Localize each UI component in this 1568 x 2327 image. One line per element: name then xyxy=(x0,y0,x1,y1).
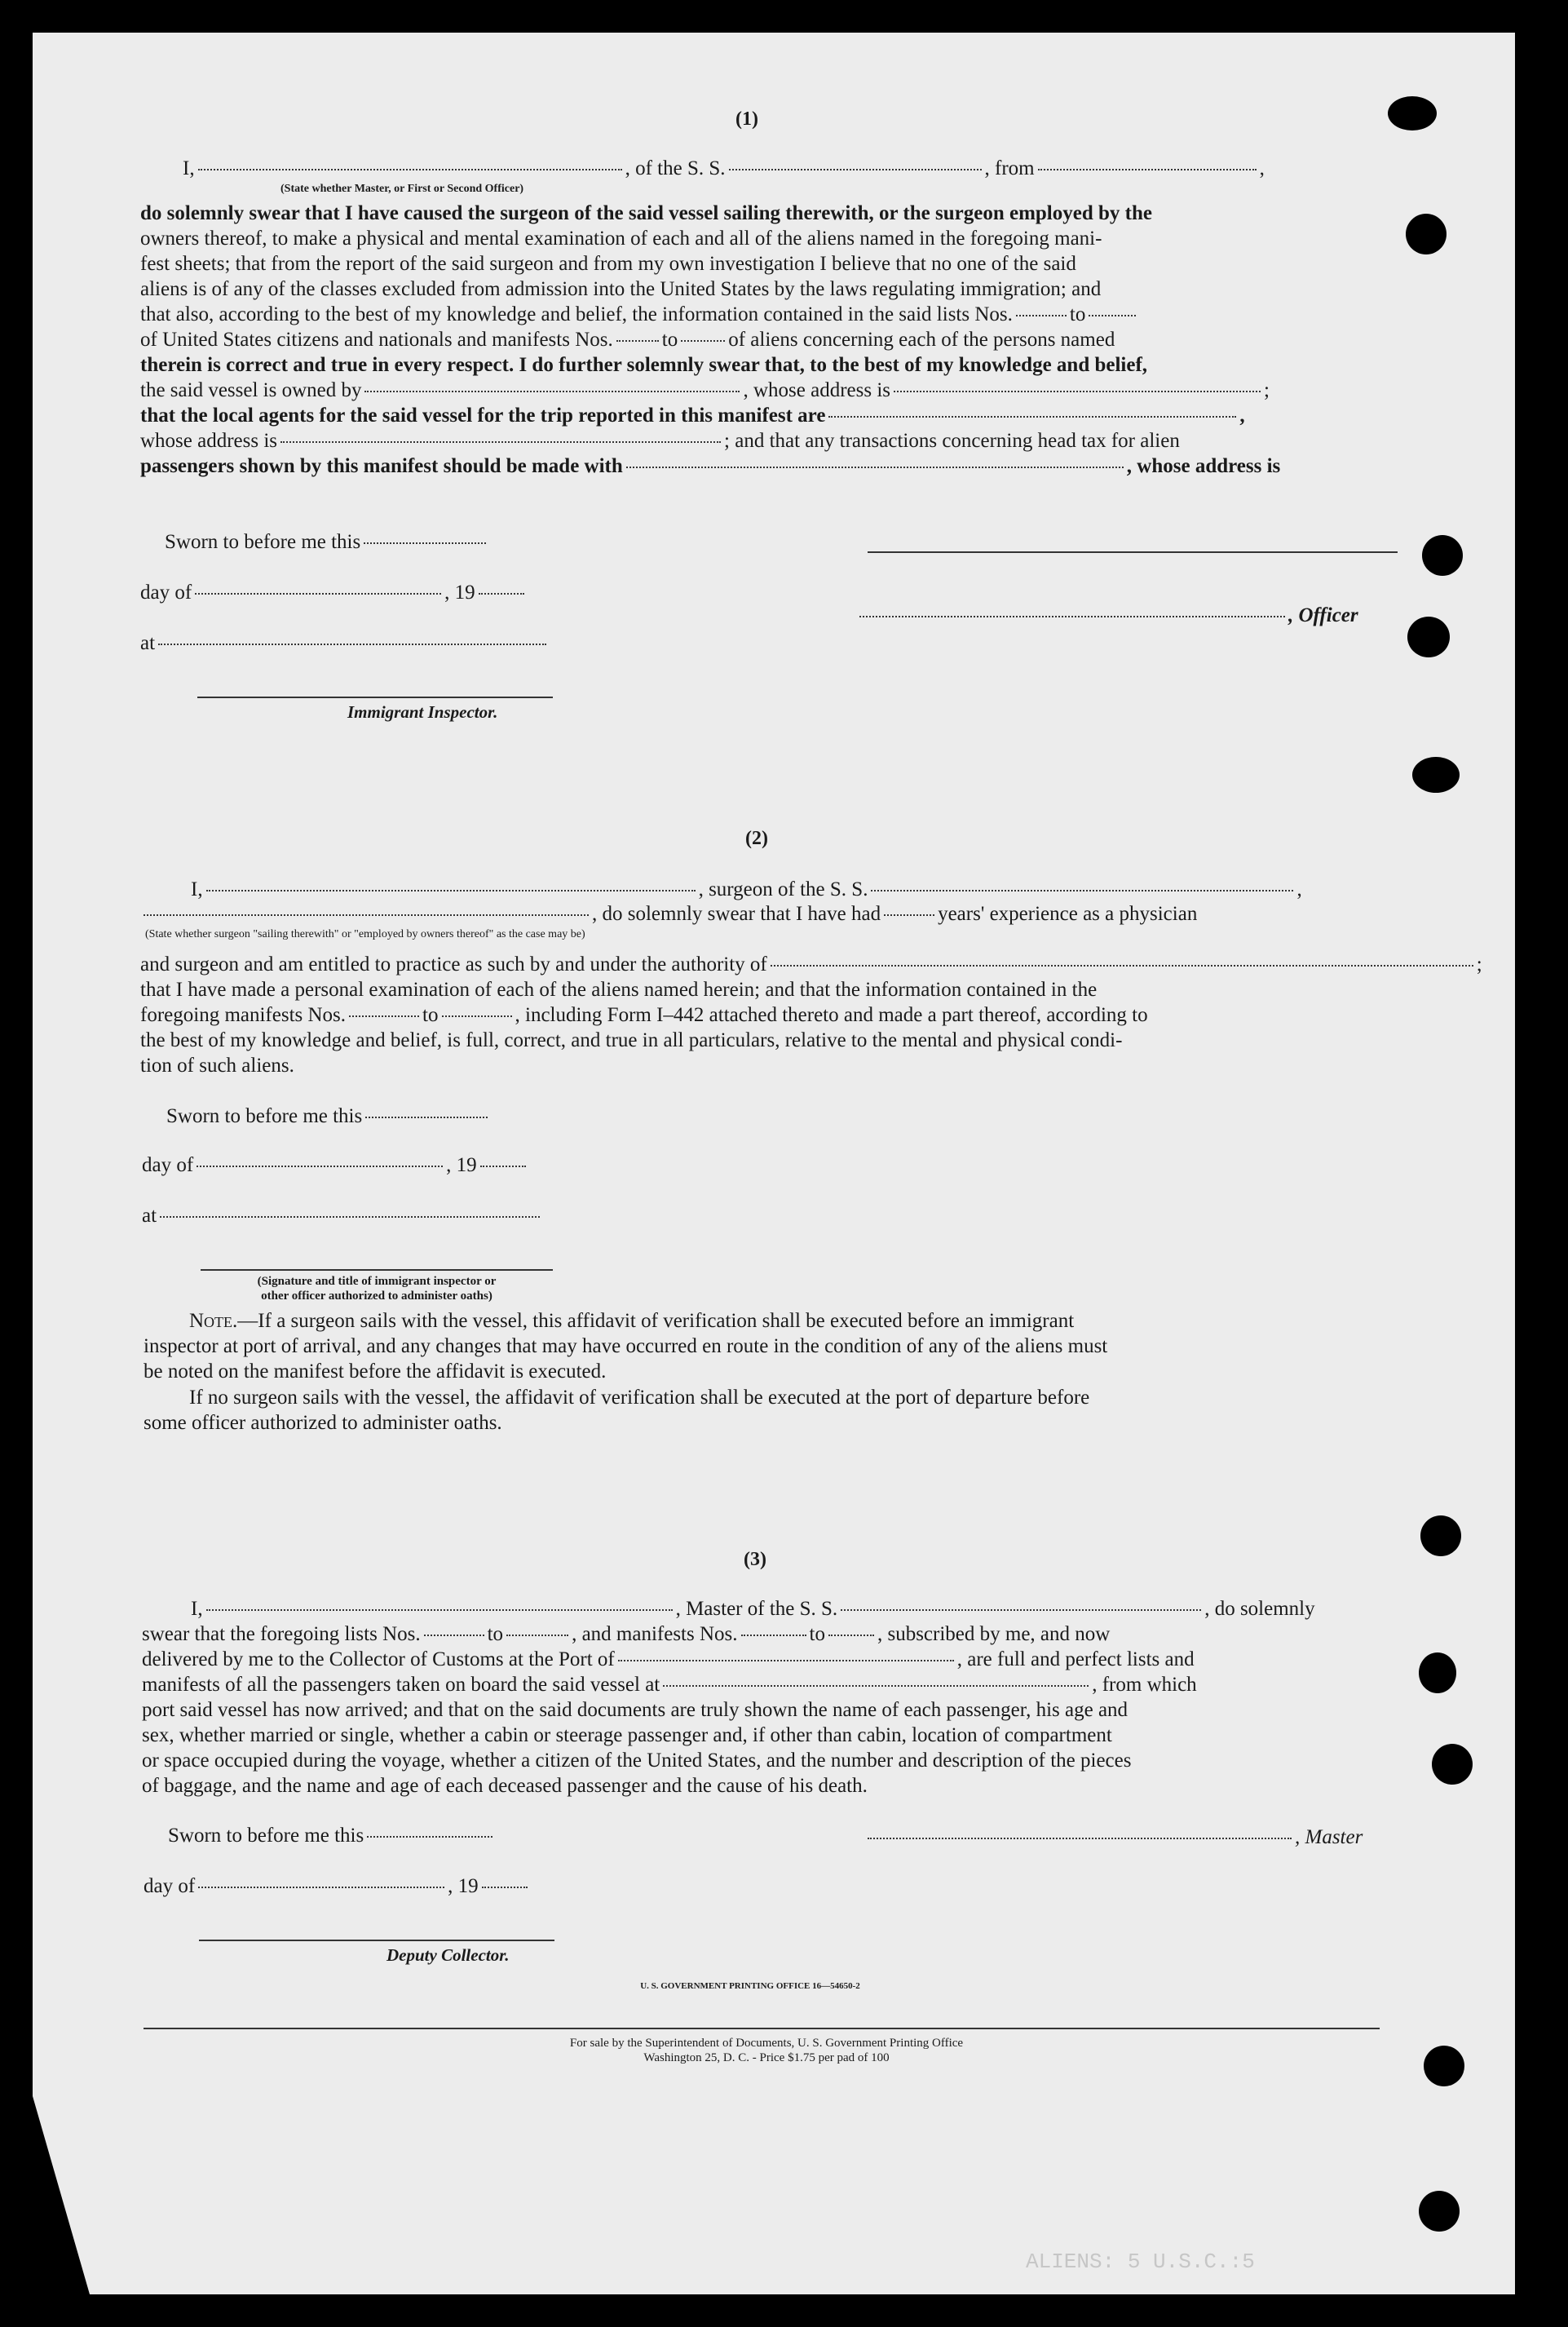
section-2-note-line: inspector at port of arrival, and any changes that may have occurred en route in the condition of any of the aliens must xyxy=(144,1335,1108,1357)
gpo-imprint: U. S. GOVERNMENT PRINTING OFFICE 16—54650-2 xyxy=(640,1981,860,1991)
binder-hole xyxy=(1412,757,1460,793)
lists-from-field[interactable] xyxy=(1016,315,1067,316)
master-signature-field[interactable] xyxy=(868,1838,1292,1839)
owner-field[interactable] xyxy=(364,391,740,392)
signature-caption-line: other officer authorized to administer oaths) xyxy=(261,1290,492,1303)
section-1-lists-line: that also, according to the best of my knowledge and belief, the information contained in the said lists Nos. to xyxy=(140,303,1139,327)
section-1-agents-line: that the local agents for the said vessel for the trip reported in this manifest are , xyxy=(140,405,1245,427)
section-3-body-line: or space occupied during the voyage, whether a citizen of the United States, and the number and description of the pieces xyxy=(142,1750,1132,1772)
authority-field[interactable] xyxy=(771,965,1473,967)
footer-rule xyxy=(144,2028,1380,2029)
section-2-at: at xyxy=(142,1204,543,1228)
agents-address-field[interactable] xyxy=(280,441,721,443)
section-2-swear-line: , do solemnly swear that I have had years' experience as a physician xyxy=(140,902,1197,927)
officer-caption: (State whether Master, or First or Second Officer) xyxy=(280,183,524,195)
vessel-name-field[interactable] xyxy=(729,169,982,170)
section-1-para-line: aliens is of any of the classes excluded from admission into the United States by the laws regulating immigration; and xyxy=(140,278,1102,300)
section-1-officer-signature: , Officer xyxy=(856,604,1358,628)
surgeon-day-field[interactable] xyxy=(197,1166,443,1167)
binder-hole xyxy=(1420,1515,1461,1556)
section-2-note-line: be noted on the manifest before the affidavit is executed. xyxy=(144,1360,607,1382)
section-1-day-of: day of , 19 xyxy=(140,581,528,605)
section-2-best-of-line: the best of my knowledge and belief, is full, correct, and true in all particulars, relative to the mental and physical condi- xyxy=(140,1029,1123,1051)
section-3-sworn: Sworn to before me this xyxy=(168,1824,496,1848)
section-3-manifests-line: manifests of all the passengers taken on board the said vessel at , from which xyxy=(142,1674,1197,1696)
section-1-address-line: whose address is ; and that any transactions concerning head tax for alien xyxy=(140,430,1180,452)
day-field[interactable] xyxy=(195,593,441,595)
surgeon-inspector-signature-line xyxy=(201,1269,553,1271)
binder-hole xyxy=(1422,535,1463,576)
section-3-number: (3) xyxy=(744,1549,766,1570)
section-2-examination-line: that I have made a personal examination of each of the aliens named herein; and that the information contained in the xyxy=(140,979,1098,1001)
master-lists-from-field[interactable] xyxy=(424,1635,484,1636)
section-2-authority-line: and surgeon and am entitled to practice as such by and under the authority of ; xyxy=(140,953,1482,975)
section-2-sworn: Sworn to before me this xyxy=(166,1104,491,1129)
officer-signature-field[interactable] xyxy=(859,616,1285,617)
section-1-para-line: fest sheets; that from the report of the said surgeon and from my own investigation I believe that no one of the said xyxy=(140,253,1076,275)
binder-hole xyxy=(1419,2191,1460,2232)
master-manifests-to-field[interactable] xyxy=(828,1635,874,1636)
year-field[interactable] xyxy=(479,593,524,595)
signature-caption-line: (Signature and title of immigrant inspector or xyxy=(257,1275,497,1288)
sale-notice-line: For sale by the Superintendent of Documents, U. S. Government Printing Office xyxy=(569,2037,964,2050)
manifests-to-field[interactable] xyxy=(681,340,725,342)
sworn-date-field[interactable] xyxy=(364,542,486,544)
agents-field[interactable] xyxy=(828,416,1236,418)
section-2-no-surgeon-line: If no surgeon sails with the vessel, the affidavit of verification shall be executed at the port of departure before xyxy=(189,1387,1090,1409)
surgeon-manifests-from-field[interactable] xyxy=(349,1015,419,1017)
surgeon-name-field[interactable] xyxy=(206,890,696,891)
section-3-body-line: of baggage, and the name and age of each deceased passenger and the cause of his death. xyxy=(142,1775,868,1797)
surgeon-at-place-field[interactable] xyxy=(160,1216,540,1218)
officer-name-field[interactable] xyxy=(198,169,622,170)
immigrant-inspector-label: Immigrant Inspector. xyxy=(347,702,498,722)
section-2-surgeon-line: I, , surgeon of the S. S. , xyxy=(191,878,1302,900)
inspector-signature-line xyxy=(197,697,553,698)
surgeon-manifests-to-field[interactable] xyxy=(442,1015,512,1017)
section-1-at: at xyxy=(140,631,550,656)
binder-hole xyxy=(1419,1652,1456,1693)
section-3-day-of: day of , 19 xyxy=(144,1874,531,1899)
section-1-para-line: owners thereof, to make a physical and mental examination of each and all of the aliens named in the foregoing mani- xyxy=(140,228,1102,250)
section-3-swear-line: swear that the foregoing lists Nos. to , and manifests Nos. to , subscribed by me, and now xyxy=(142,1623,1111,1645)
section-1-owned-line: the said vessel is owned by , whose address is ; xyxy=(140,379,1270,401)
master-vessel-field[interactable] xyxy=(841,1609,1201,1611)
section-3-body-line: port said vessel has now arrived; and that on the said documents are truly shown the name of each passenger, his age and xyxy=(142,1699,1129,1721)
surgeon-year-field[interactable] xyxy=(480,1166,526,1167)
binder-hole xyxy=(1406,214,1447,254)
section-2-no-surgeon-line: some officer authorized to administer oaths. xyxy=(144,1412,502,1434)
owner-address-field[interactable] xyxy=(894,391,1261,392)
years-experience-field[interactable] xyxy=(884,914,934,916)
bleed-through-text: ALIENS: 5 U.S.C.:5 xyxy=(1026,2250,1255,2274)
section-1-therein-line: therein is correct and true in every respect. I do further solemnly swear that, to the best of my knowledge and belief, xyxy=(140,354,1148,376)
manifests-from-field[interactable] xyxy=(616,340,659,342)
section-1-sworn: Sworn to before me this xyxy=(165,530,489,555)
section-2-number: (2) xyxy=(745,828,768,849)
section-2-such-aliens-line: tion of such aliens. xyxy=(140,1055,294,1077)
section-3-master-signature: , Master xyxy=(864,1825,1363,1850)
surgeon-status-field[interactable] xyxy=(144,914,589,916)
master-manifests-from-field[interactable] xyxy=(741,1635,806,1636)
surgeon-sworn-date-field[interactable] xyxy=(365,1117,488,1118)
deputy-collector-signature-line xyxy=(199,1940,554,1941)
binder-hole xyxy=(1432,1744,1473,1785)
binder-hole xyxy=(1388,96,1437,131)
surgeon-caption: (State whether surgeon "sailing therewith" or "employed by owners thereof" as the case may be) xyxy=(145,928,585,940)
sale-notice-line: Washington 25, D. C. - Price $1.75 per pad of 100 xyxy=(643,2051,890,2064)
binder-hole xyxy=(1407,617,1450,657)
section-3-body-line: sex, whether married or single, whether a cabin or steerage passenger and, if other than cabin, location of compartment xyxy=(142,1724,1112,1746)
head-tax-contact-field[interactable] xyxy=(626,467,1124,468)
surgeon-vessel-field[interactable] xyxy=(871,890,1293,891)
section-1-blank-line xyxy=(868,551,1398,553)
section-2-note-line: Note.—If a surgeon sails with the vessel, this affidavit of verification shall be executed before an immigrant xyxy=(189,1310,1075,1332)
master-name-field[interactable] xyxy=(206,1609,673,1611)
master-year-field[interactable] xyxy=(482,1887,528,1888)
master-lists-to-field[interactable] xyxy=(506,1635,568,1636)
section-3-delivered-line: delivered by me to the Collector of Customs at the Port of , are full and perfect lists and xyxy=(142,1648,1195,1670)
torn-corner xyxy=(33,2096,90,2294)
from-port-field[interactable] xyxy=(1038,169,1257,170)
note-label: Note. xyxy=(189,1310,238,1332)
master-day-field[interactable] xyxy=(198,1887,444,1888)
section-1-citizens-line: of United States citizens and nationals and manifests Nos. to of aliens concerning each of the persons named xyxy=(140,329,1115,351)
section-2-day-of: day of , 19 xyxy=(142,1153,529,1178)
section-3-master-line: I, , Master of the S. S. , do solemnly xyxy=(191,1598,1315,1620)
at-place-field[interactable] xyxy=(158,644,546,645)
section-1-number: (1) xyxy=(735,108,758,130)
section-2-manifests-line: foregoing manifests Nos. to , including Form I–442 attached thereto and made a part thereof, according to xyxy=(140,1004,1148,1026)
binder-hole xyxy=(1424,2046,1464,2086)
deputy-collector-label: Deputy Collector. xyxy=(386,1945,510,1965)
customs-port-field[interactable] xyxy=(618,1660,954,1661)
section-1-passengers-line: passengers shown by this manifest should be made with , whose address is xyxy=(140,455,1281,477)
boarding-port-field[interactable] xyxy=(663,1685,1089,1687)
section-1-officer-line: I, , of the S. S. , from , xyxy=(183,157,1265,179)
master-sworn-date-field[interactable] xyxy=(367,1836,492,1838)
lists-to-field[interactable] xyxy=(1089,315,1136,316)
section-1-para-line: do solemnly swear that I have caused the surgeon of the said vessel sailing therewith, or the surgeon employed by the xyxy=(140,202,1152,224)
